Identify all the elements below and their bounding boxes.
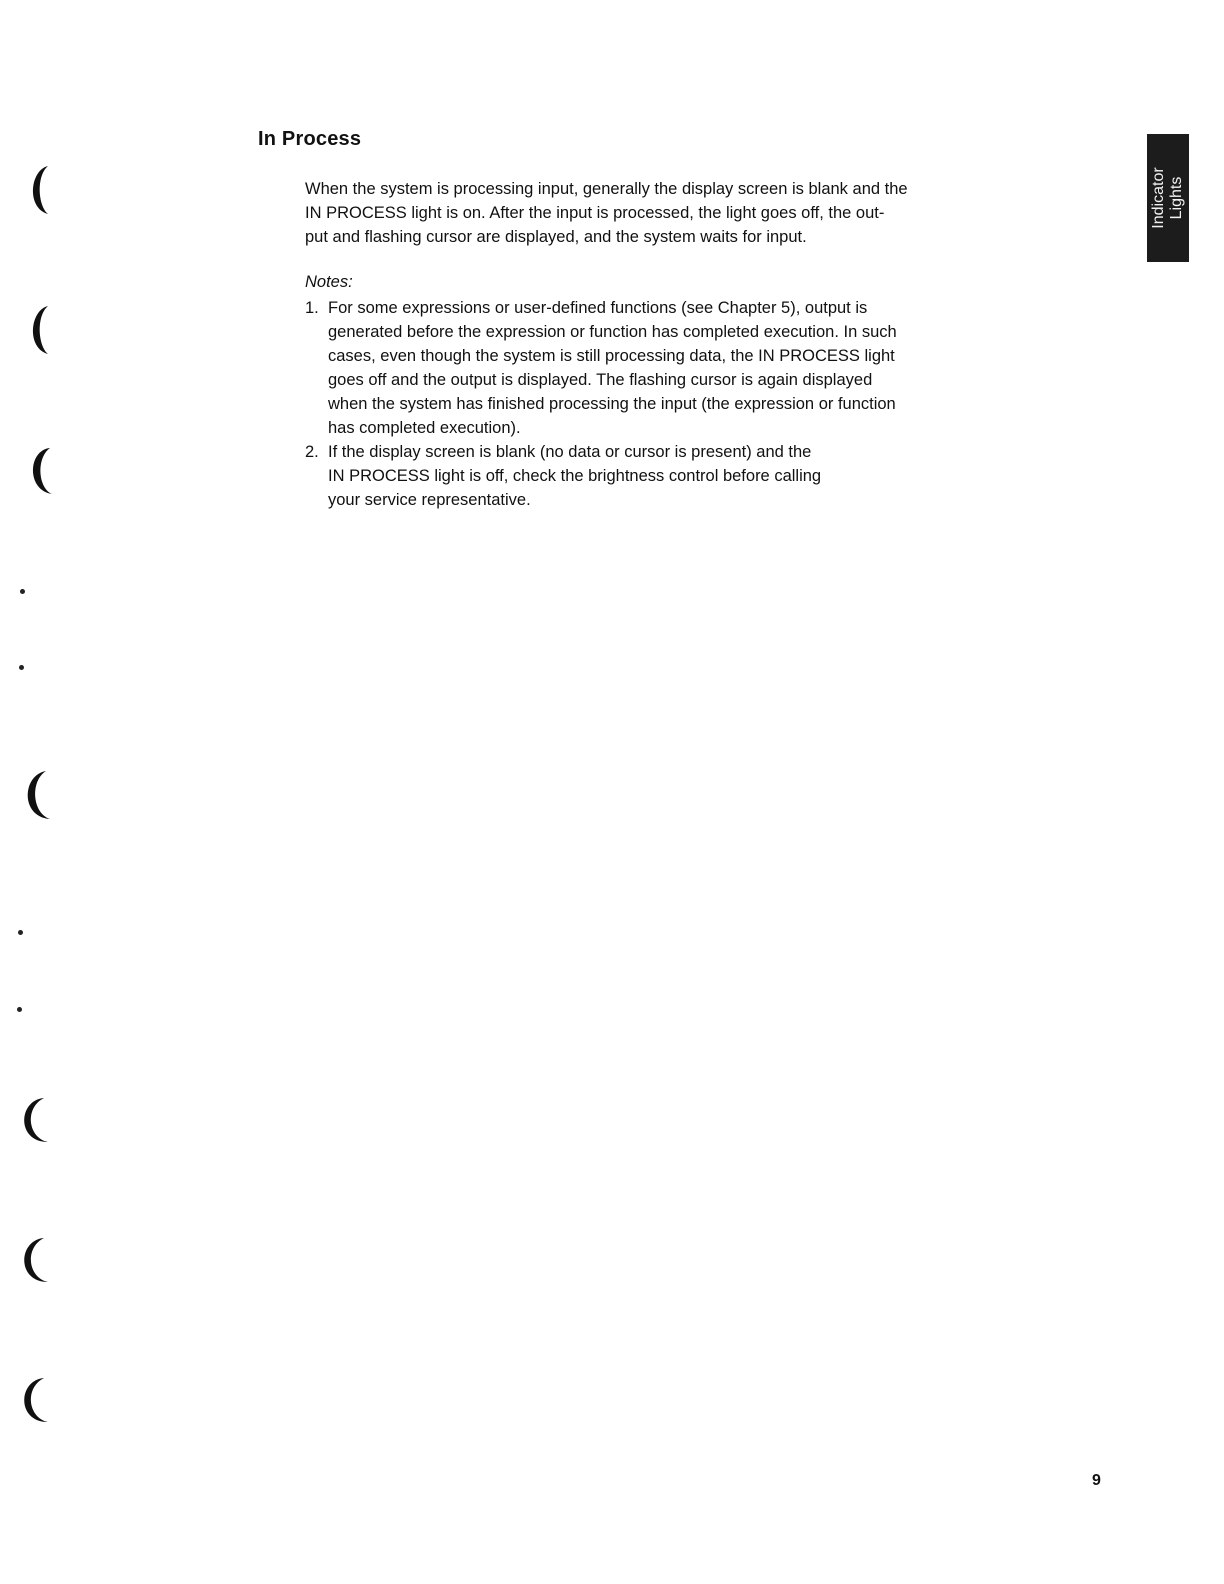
- section-tab-line: Lights: [1168, 176, 1185, 220]
- section-heading: In Process: [258, 128, 362, 150]
- binder-hole-icon: [10, 1370, 50, 1430]
- binder-hole-icon: [10, 1090, 50, 1150]
- binder-hole-icon: [14, 765, 54, 825]
- scan-speck: [17, 1007, 22, 1012]
- binder-hole-icon: [18, 160, 58, 220]
- section-tab: [1147, 134, 1189, 262]
- scan-speck: [18, 930, 23, 935]
- note-number: 2.: [305, 443, 319, 461]
- section-tab-line: Indicator: [1150, 167, 1167, 229]
- page-number: 9: [1092, 1472, 1101, 1489]
- note-line: If the display screen is blank (no data or cursor is present) and the: [328, 443, 812, 461]
- note-line: For some expressions or user-defined functions (see Chapter 5), output is: [328, 299, 868, 317]
- note-item-1: [305, 296, 985, 440]
- scan-speck: [19, 665, 24, 670]
- note-line: your service representative.: [328, 491, 531, 509]
- note-line: goes off and the output is displayed. The flashing cursor is again displayed: [328, 371, 873, 389]
- intro-line: When the system is processing input, generally the display screen is blank and the: [305, 180, 908, 198]
- note-line: generated before the expression or function has completed execution. In such: [328, 323, 897, 341]
- note-line: when the system has finished processing the input (the expression or function: [328, 395, 896, 413]
- note-line: IN PROCESS light is off, check the brightness control before calling: [328, 467, 822, 485]
- binder-hole-icon: [10, 1230, 50, 1290]
- note-item-2: [305, 440, 985, 512]
- notes-label: Notes:: [305, 273, 353, 291]
- note-line: has completed execution).: [328, 419, 521, 437]
- note-line: cases, even though the system is still processing data, the IN PROCESS light: [328, 347, 895, 365]
- note-number: 1.: [305, 299, 319, 317]
- binder-hole-icon: [18, 300, 58, 360]
- intro-line: IN PROCESS light is on. After the input is processed, the light goes off, the out-: [305, 204, 885, 222]
- notes-list: [305, 296, 985, 512]
- intro-paragraph: [305, 177, 975, 249]
- scan-speck: [20, 589, 25, 594]
- section-tab-label: [1150, 167, 1186, 228]
- binder-hole-icon: [18, 440, 58, 500]
- intro-line: put and flashing cursor are displayed, and the system waits for input.: [305, 228, 807, 246]
